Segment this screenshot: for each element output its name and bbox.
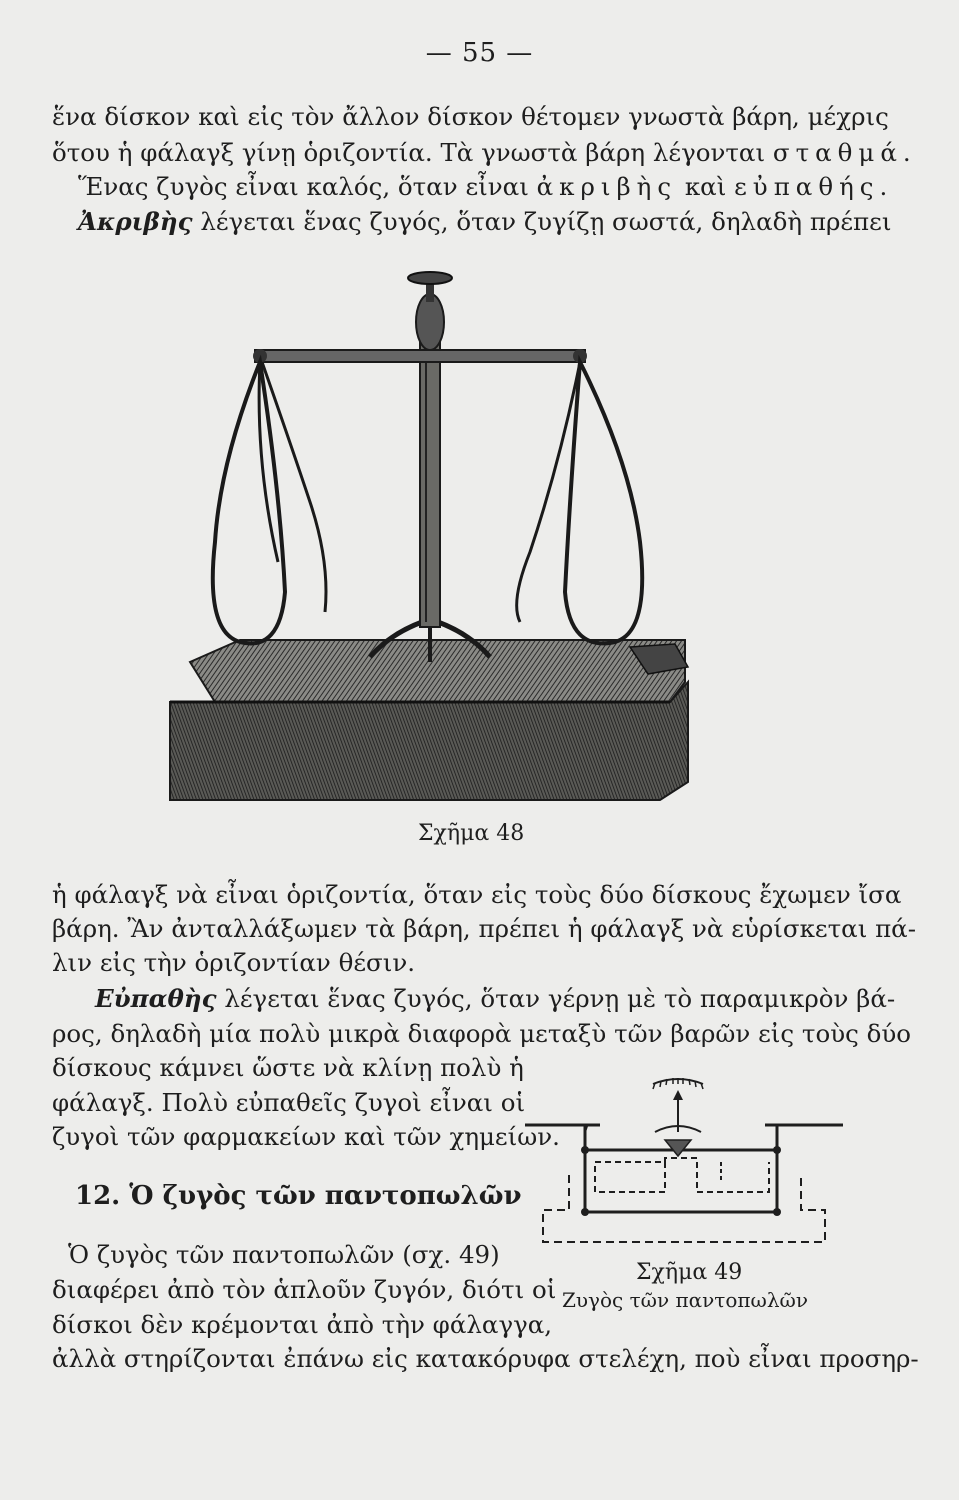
text-span: καὶ [684, 172, 727, 201]
text-line: λιν εἰς τὴν ὁριζοντίαν θέσιν. [52, 948, 416, 977]
term-stathma: σταθμά. [772, 138, 917, 167]
text-line: φάλαγξ. Πολὺ εὐπαθεῖς ζυγοὶ εἶναι οἱ [52, 1088, 526, 1117]
text-span: λέγεται ἕνας ζυγός, ὅταν ζυγίζῃ σωστά, δηλαδὴ πρέπει [200, 207, 892, 236]
text-line: Ὁ ζυγὸς τῶν παντοπωλῶν (σχ. 49) [68, 1240, 500, 1269]
beam-balance-illustration [160, 262, 720, 802]
grocers-scale-diagram [525, 1070, 843, 1255]
text-line: βάρη. Ἂν ἀνταλλάξωμεν τὰ βάρη, πρέπει ἡ φάλαγξ νὰ εὑρίσκεται πά- [52, 914, 917, 943]
text-line: διαφέρει ἀπὸ τὸν ἁπλοῦν ζυγόν, διότι οἱ [52, 1275, 557, 1304]
figure-49-subcaption: Ζυγὸς τῶν παντοπωλῶν [562, 1288, 809, 1312]
text-line [52, 138, 917, 168]
text-line [78, 172, 894, 202]
section-heading: 12. Ὁ ζυγὸς τῶν παντοπωλῶν [75, 1181, 522, 1211]
figure-48-caption: Σχῆμα 48 [418, 821, 525, 846]
text-line: ρος, δηλαδὴ μία πολὺ μικρὰ διαφορὰ μεταξὺ τῶν βαρῶν εἰς τοὺς δύο [52, 1019, 911, 1048]
text-line [95, 984, 896, 1014]
text-span: λέγεται ἕνας ζυγός, ὅταν γέρνῃ μὲ τὸ παραμικρὸν βά- [224, 984, 896, 1013]
term-eupathes: εὐπαθής. [734, 172, 894, 201]
text-line [78, 207, 892, 237]
text-line: δίσκοι δὲν κρέμονται ἀπὸ τὴν φάλαγγα, [52, 1310, 553, 1339]
figure-49-caption: Σχῆμα 49 [636, 1260, 743, 1285]
term-akrives-bold: Ἀκριβὴς [78, 207, 193, 236]
page-number: — 55 — [425, 38, 534, 68]
text-span: Ἕνας ζυγὸς εἶναι καλός, ὅταν εἶναι [78, 172, 529, 201]
text-line: ζυγοὶ τῶν φαρμακείων καὶ τῶν χημείων. [52, 1122, 560, 1151]
text-line: ἡ φάλαγξ νὰ εἶναι ὁριζοντία, ὅταν εἰς τοὺς δύο δίσκους ἔχωμεν ἴσα [52, 880, 902, 909]
text-line: ἀλλὰ στηρίζονται ἐπάνω εἰς κατακόρυφα στελέχη, ποὺ εἶναι προσηρ- [52, 1344, 919, 1373]
term-akrives: ἀκριβὴς [536, 172, 678, 201]
text-span: ὅτου ἡ φάλαγξ γίνῃ ὁριζοντία. Τὰ γνωστὰ βάρη λέγονται [52, 138, 766, 167]
text-line: δίσκους κάμνει ὥστε νὰ κλίνῃ πολὺ ἡ [52, 1053, 524, 1082]
term-eupathes-bold: Εὐπαθὴς [95, 984, 217, 1013]
text-line: ἕνα δίσκον καὶ εἰς τὸν ἄλλον δίσκον θέτομεν γνωστὰ βάρη, μέχρις [52, 102, 889, 131]
